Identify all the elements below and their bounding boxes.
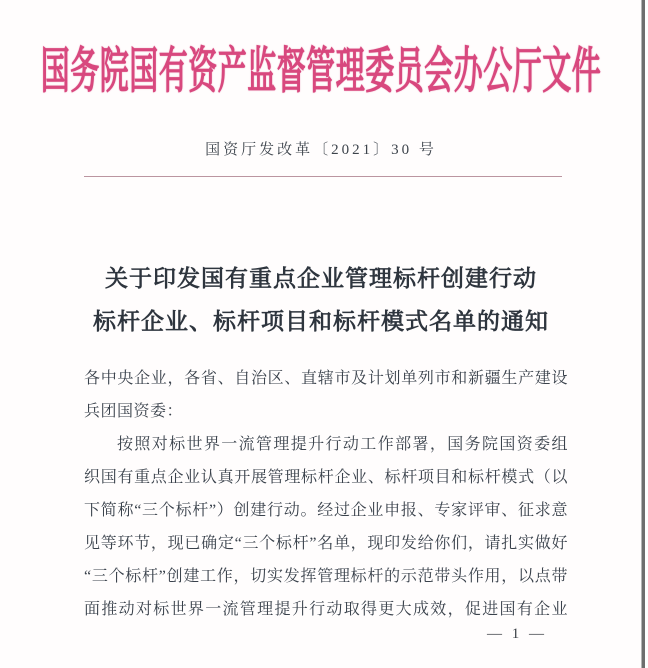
document-title-line-2: 标杆企业、标杆项目和标杆模式名单的通知 [93, 309, 549, 334]
document-title-line-1: 关于印发国有重点企业管理标杆创建行动 [105, 266, 537, 291]
body-line: 见等环节，现已确定“三个标杆”名单，现印发给你们，请扎实做好 [84, 535, 568, 552]
agency-banner-title: 国务院国有资产监督管理委员会办公厅文件 [40, 44, 602, 100]
body-line: 兵团国资委： [84, 403, 184, 420]
body-line: 面推动对标世界一流管理提升行动取得更大成效，促进国有企业 [84, 601, 568, 618]
body-line: “三个标杆”创建工作，切实发挥管理标杆的示范带头作用，以点带 [84, 568, 568, 585]
document-body [84, 362, 568, 626]
header-separator-line [84, 176, 562, 177]
document-reference-number: 国资厅发改革〔2021〕30 号 [205, 142, 437, 158]
document-title [0, 257, 642, 343]
body-line: 各中央企业，各省、自治区、直辖市及计划单列市和新疆生产建设 [84, 370, 568, 387]
body-line: 按照对标世界一流管理提升行动工作部署，国务院国资委组 [117, 436, 568, 453]
body-line: 织国有重点企业认真开展管理标杆企业、标杆项目和标杆模式（以 [84, 469, 568, 486]
page-number: — 1 — [487, 626, 547, 642]
body-line: 下简称“三个标杆”）创建行动。经过企业申报、专家评审、征求意 [84, 502, 568, 519]
